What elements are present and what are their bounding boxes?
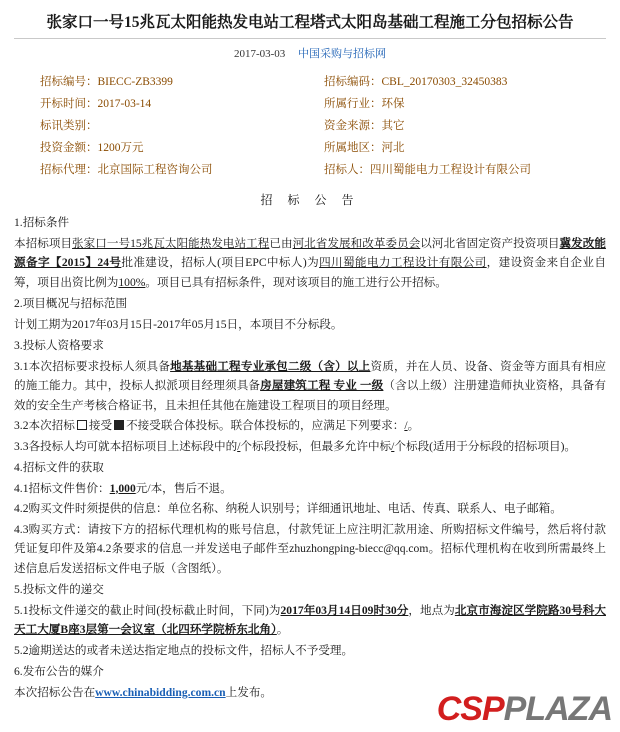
- meta-label: 资金来源：: [324, 120, 382, 132]
- page-title: 张家口一号15兆瓦太阳能热发电站工程塔式太阳岛基础工程施工分包招标公告: [14, 10, 606, 39]
- table-row: [14, 93, 606, 115]
- text-run-bold-underline: 冀发改能源备字【2015】24号: [14, 236, 606, 269]
- text-run-bold-underline: 地基基础工程专业承包二级（含）以上: [170, 359, 371, 373]
- text-run: 3.1本次招标要求投标人须具备: [14, 359, 171, 373]
- text-run: 4.1招标文件售价：: [14, 481, 110, 495]
- text-run: 本招标项目: [14, 236, 73, 250]
- text-run: 以河北省固定资产投资项目: [420, 236, 560, 250]
- text-run-underline: 河北省发展和改革委员会: [292, 236, 421, 250]
- section-2-paragraph: 计划工期为2017年03月15日-2017年05月15日，本项目不分标段。: [14, 317, 343, 331]
- section-4-1-paragraph: [14, 479, 606, 500]
- section-3: [14, 336, 606, 457]
- watermark-csp: CSP: [436, 690, 504, 728]
- meta-cell: [310, 116, 606, 136]
- section-6-heading: 6.发布公告的媒介: [14, 665, 104, 678]
- meta-label: 所属地区：: [324, 142, 382, 154]
- meta-cell: [14, 138, 310, 158]
- section-5-2-paragraph: 5.2逾期送达的或者未送达指定地点的投标文件，招标人不予受理。: [14, 643, 354, 657]
- text-run: 个标段(适用于分标段的招标项目)。: [394, 439, 577, 453]
- text-run: ，地点为: [408, 603, 455, 617]
- text-run: 。: [276, 623, 289, 636]
- checkbox-label-reject: 不接受: [126, 419, 161, 432]
- meta-value: 四川蜀能电力工程设计有限公司: [370, 164, 531, 176]
- text-run-bold-underline: 1,000: [109, 481, 136, 495]
- section-4-heading: 4.招标文件的获取: [14, 461, 104, 474]
- checkbox-label-accept: 接受: [88, 419, 113, 432]
- table-row: [14, 115, 606, 137]
- meta-value: 其它: [381, 120, 405, 132]
- text-run: 。: [407, 419, 420, 432]
- meta-cell: [14, 160, 310, 180]
- section-5: [14, 580, 606, 661]
- text-run: 3.3各投标人均可就本招标项目上述标段中的: [14, 439, 238, 453]
- section-1-heading: 1.招标条件: [14, 216, 70, 229]
- text-run: 批准建设，招标人(项目EPC中标人)为: [121, 256, 320, 269]
- meta-cell: [310, 138, 606, 158]
- document-heading: 招 标 公 告: [260, 193, 360, 207]
- text-run: 本次招标公告在: [14, 685, 96, 699]
- text-run-underline: 四川蜀能电力工程设计有限公司: [319, 256, 487, 269]
- checkbox-icon-accept[interactable]: [77, 420, 87, 430]
- section-4-2-paragraph: 4.2购买文件时须提供的信息：单位名称、纳税人识别号；详细通讯地址、电话、传真、联系人、电子邮箱。: [14, 502, 562, 515]
- table-row: [14, 71, 606, 93]
- meta-value: 1200万元: [97, 142, 144, 154]
- section-3-2-paragraph: [14, 416, 606, 437]
- checkbox-icon-reject[interactable]: [114, 420, 124, 430]
- section-5-heading: 5.投标文件的递交: [14, 583, 104, 596]
- table-row: [14, 159, 606, 181]
- meta-label: 招标人：: [324, 164, 370, 176]
- meta-label: 所属行业：: [324, 98, 382, 110]
- text-run: 联合体投标。联合体投标的，应满足下列要求：: [160, 419, 405, 432]
- meta-label: 开标时间：: [40, 98, 98, 110]
- section-5-1-paragraph: [14, 601, 606, 641]
- meta-table: [14, 69, 606, 181]
- text-run: （含以上级）注册建造师执业资格，具备有效的安全生产考核合格证书，且未担任其他在施建设工程项目的项目经理。: [14, 379, 606, 412]
- text-run: 资质，并在人员、设备、资金等方面具有相应的施工能力。其中，投标人拟派项目经理须具备: [14, 359, 606, 392]
- meta-cell: [310, 160, 606, 180]
- meta-value: 环保: [381, 98, 405, 110]
- meta-value: 北京国际工程咨询公司: [97, 164, 213, 176]
- text-run: ，建设资金来自企业自筹，项目出资比例为: [14, 256, 606, 289]
- meta-cell: [14, 116, 310, 136]
- watermark-plaza: PLAZA: [503, 690, 612, 728]
- text-run: 。项目已具有招标条件，现对该项目的施工进行公开招标。: [145, 275, 447, 289]
- text-run: 元/本，售后不退。: [135, 481, 232, 495]
- section-4-3-paragraph: 4.3购买方式：请按下方的招标代理机构的账号信息，付款凭证上应注明汇款用途、所购招标文件编号，然后将付款凭证复印件及第4.2条要求的信息一并发送电子邮件至zhuzhongping-biecc@qq.com。招标代理机构在收到所需最终上述信息后发送招标文件电子版（含图纸）。: [14, 522, 606, 575]
- table-row: [14, 137, 606, 159]
- subline: [14, 39, 606, 65]
- text-run: 上发布。: [225, 685, 273, 699]
- text-run: 3.2本次招标: [14, 419, 75, 432]
- meta-cell: [310, 94, 606, 114]
- meta-label: 投资金额：: [40, 142, 98, 154]
- section-2: [14, 294, 606, 335]
- meta-cell: [310, 72, 606, 92]
- text-run: 已由: [269, 236, 293, 250]
- section-3-heading: 3.投标人资格要求: [14, 339, 104, 352]
- section-3-3-paragraph: [14, 437, 606, 458]
- section-1-paragraph: [14, 234, 606, 294]
- source-link[interactable]: 中国采购与招标网: [298, 48, 387, 60]
- section-1: [14, 213, 606, 293]
- text-run-bold-underline: 北京市海淀区学院路30号科大天工大厦B座3层第一会议室（北四环学院桥东北角）: [14, 603, 606, 636]
- meta-cell: [14, 72, 310, 92]
- text-run-underline: /: [237, 439, 241, 453]
- meta-label: 招标代理：: [40, 164, 98, 176]
- website-link[interactable]: www.chinabidding.com.cn: [95, 685, 226, 699]
- document-body: [14, 213, 606, 703]
- text-run-bold-underline: 房屋建筑工程 专业 一级: [260, 379, 384, 392]
- section-4: [14, 458, 606, 579]
- text-run-underline: 100%: [118, 275, 146, 289]
- meta-label: 招标编码：: [324, 76, 382, 88]
- text-run-bold-underline: 2017年03月14日09时30分: [280, 603, 409, 617]
- meta-value: CBL_20170303_32450383: [381, 76, 508, 88]
- text-run-underline: /: [391, 439, 395, 453]
- text-run-underline: /: [404, 419, 408, 432]
- meta-value: BIECC-ZB3399: [97, 76, 173, 88]
- meta-label: 招标编号：: [40, 76, 98, 88]
- section-3-1-paragraph: [14, 357, 606, 417]
- meta-label: 标讯类别：: [40, 120, 98, 132]
- text-run-underline: 张家口一号15兆瓦太阳能热发电站工程: [72, 236, 270, 250]
- meta-cell: [14, 94, 310, 114]
- text-run: 个标段投标，但最多允许中标: [240, 439, 392, 453]
- meta-value: 河北: [381, 142, 405, 154]
- watermark-logo: [437, 692, 612, 726]
- text-run: 5.1投标文件递交的截止时间(投标截止时间，下同)为: [14, 603, 281, 617]
- section-2-heading: 2.项目概况与招标范围: [14, 297, 128, 310]
- meta-value: 2017-03-14: [97, 98, 152, 110]
- publish-date: 2017-03-03: [233, 48, 286, 60]
